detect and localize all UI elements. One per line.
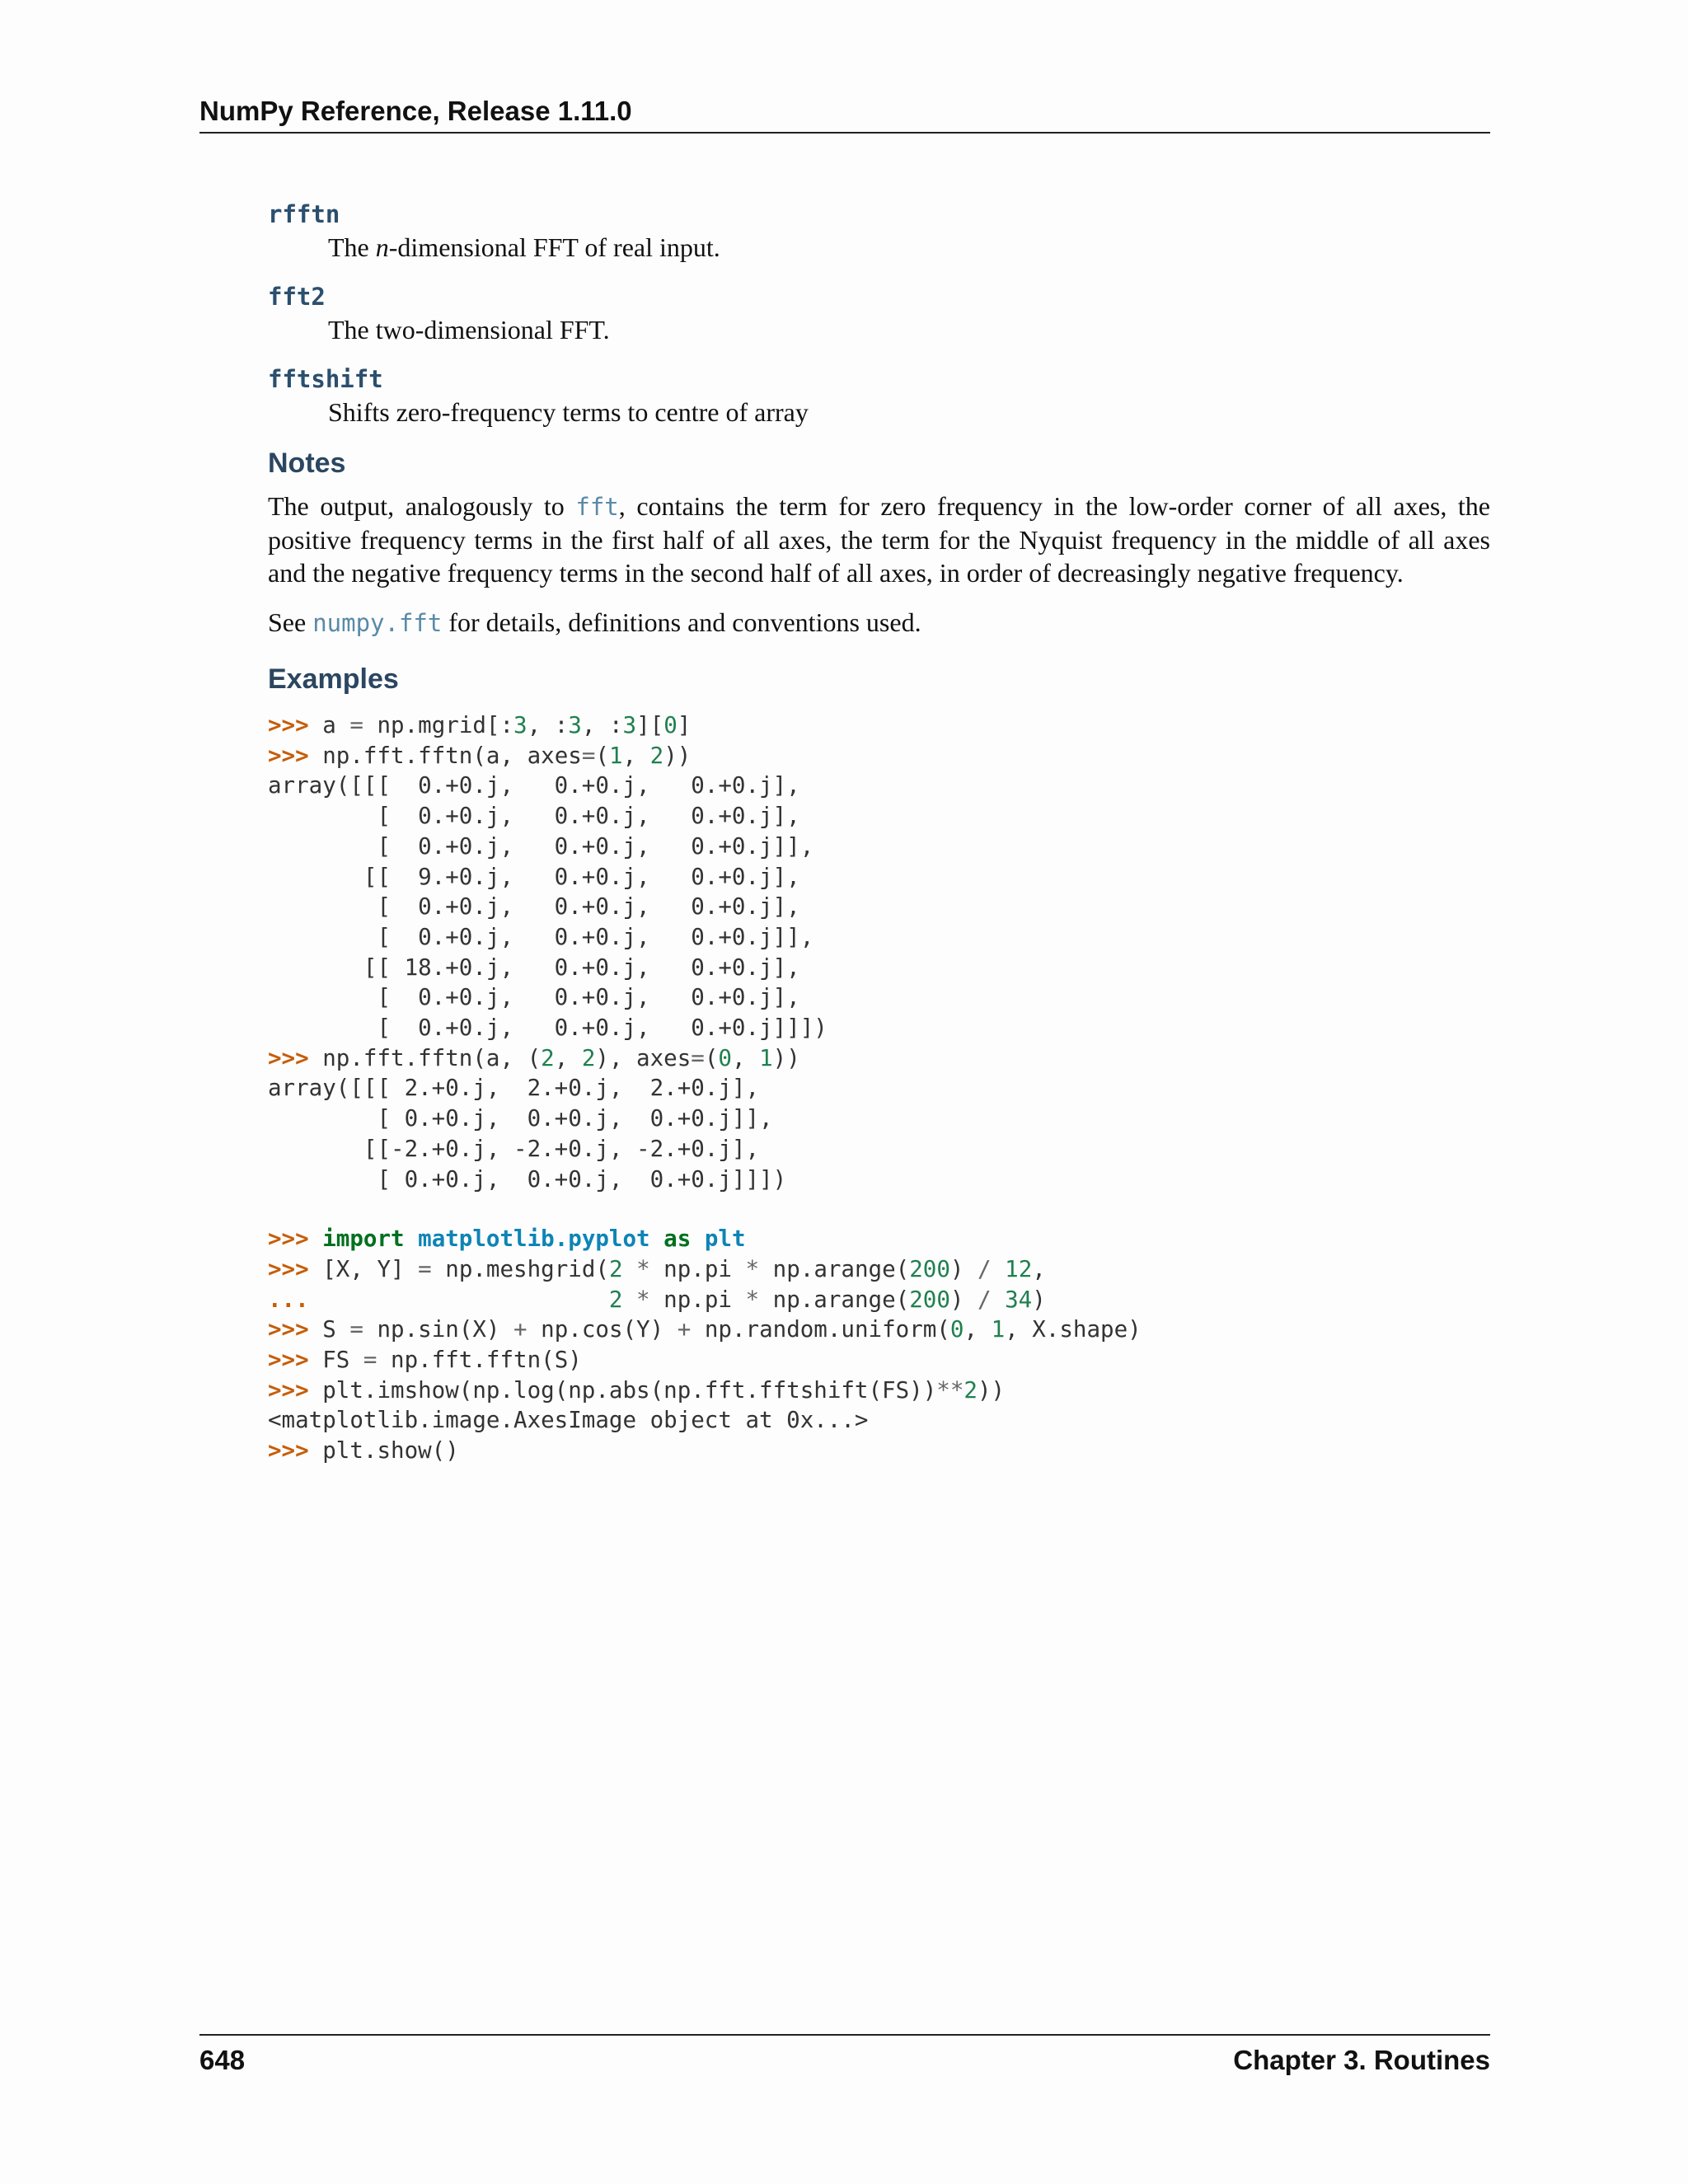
code-token: , :: [581, 712, 623, 738]
code-token: /: [978, 1255, 992, 1282]
code-prompt: >>>: [268, 1226, 323, 1253]
code-token: np.pi: [649, 1255, 746, 1282]
code-prompt: >>>: [268, 1044, 323, 1071]
code-token: ), axes: [595, 1044, 692, 1071]
code-token: **: [936, 1376, 964, 1404]
code-token: [650, 1226, 664, 1252]
code-token: *: [745, 1286, 760, 1313]
code-token: np.random.uniform(: [691, 1316, 950, 1343]
code-token: +: [677, 1316, 692, 1343]
code-prompt: ...: [268, 1286, 323, 1313]
code-prompt: >>>: [268, 1316, 323, 1343]
code-token: [992, 1286, 1006, 1313]
code-token: 3: [568, 712, 582, 738]
code-token: 34: [1005, 1286, 1033, 1313]
code-token: =: [349, 1316, 363, 1343]
page-footer: [199, 2034, 1490, 2077]
code-token: 0: [950, 1316, 964, 1343]
see-also-item: [268, 280, 1490, 346]
page-header: [199, 92, 1490, 134]
code-token: (: [704, 1044, 719, 1071]
code-token: )): [977, 1376, 1006, 1404]
see-also-link-fft2[interactable]: fft2: [268, 283, 326, 311]
code-line: [268, 922, 1490, 953]
see-also-link-rfftn[interactable]: rfftn: [268, 200, 340, 228]
running-header-title: NumPy Reference, Release 1.11.0: [199, 96, 632, 126]
code-token: ,: [964, 1316, 992, 1343]
code-token: *: [636, 1255, 650, 1282]
code-line: [268, 801, 1490, 832]
code-token: /: [978, 1286, 992, 1313]
code-token: [623, 1256, 637, 1282]
code-token: import: [322, 1226, 405, 1253]
code-token: [322, 1286, 609, 1313]
page-number: 648: [199, 2045, 246, 2075]
notes-paragraph: The output, analogously to fft, contains the term for zero frequency in the low-order corner of all axes, the positive frequency terms in the first half of all axes, the term for the Nyquist frequency in the middle of all axes and the negative frequency terms in the second half of all axes, in order of decreasingly negative frequency.: [268, 491, 1490, 588]
code-token: 1: [759, 1044, 773, 1071]
code-token: ][: [636, 712, 664, 738]
code-line: [268, 1104, 1490, 1134]
code-token: <matplotlib.image.AxesImage object at 0x...>: [268, 1407, 869, 1434]
see-also-item: [268, 363, 1490, 429]
code-line: [268, 1315, 1490, 1345]
code-token: 200: [909, 1255, 950, 1282]
code-token: [ 0.+0.j, 0.+0.j, 0.+0.j]],: [268, 832, 814, 860]
see-also-desc: The two-dimensional FFT.: [328, 315, 610, 344]
code-token: 0: [663, 712, 678, 738]
examples-heading: Examples: [268, 663, 399, 695]
code-token: [ 0.+0.j, 0.+0.j, 0.+0.j],: [268, 984, 800, 1011]
code-token: np.meshgrid(: [431, 1255, 609, 1282]
code-token: *: [636, 1286, 650, 1313]
code-line: [268, 1436, 1490, 1466]
code-token: 200: [909, 1286, 950, 1313]
code-token: np.mgrid[:: [363, 712, 514, 738]
code-token: [405, 1226, 419, 1252]
code-line: [268, 1254, 1490, 1285]
code-token: 2: [608, 1255, 623, 1282]
code-prompt: >>>: [268, 1376, 323, 1404]
code-token: 3: [622, 712, 637, 738]
code-line: [268, 953, 1490, 983]
code-token: np.arange(: [759, 1286, 910, 1313]
code-line: [268, 982, 1490, 1013]
see-also-desc: Shifts zero-frequency terms to centre of array: [328, 397, 809, 427]
code-line: [268, 771, 1490, 801]
code-token: 1: [608, 742, 623, 769]
code-token: S: [322, 1316, 350, 1343]
code-line: [268, 892, 1490, 922]
code-token: (: [595, 742, 609, 769]
code-token: plt.imshow(np.log(np.abs(np.fft.fftshift(FS)): [322, 1376, 937, 1404]
code-token: [622, 1286, 636, 1313]
code-token: [[ 9.+0.j, 0.+0.j, 0.+0.j],: [268, 863, 800, 890]
code-token: plt.show(): [322, 1437, 459, 1465]
code-line: [268, 1405, 1490, 1436]
code-line: [268, 1224, 1490, 1254]
code-token: [[ 18.+0.j, 0.+0.j, 0.+0.j],: [268, 954, 800, 981]
notes-see-paragraph: See numpy.fft for details, definitions and conventions used.: [268, 607, 921, 637]
code-token: np.cos(Y): [527, 1316, 678, 1343]
code-token: FS: [322, 1347, 363, 1374]
see-also-desc: The n-dimensional FFT of real input.: [328, 232, 720, 262]
code-line: [268, 741, 1490, 771]
page-content: [268, 198, 1490, 1466]
code-token: )): [663, 742, 692, 769]
code-token: 2: [608, 1286, 623, 1313]
code-token: np.fft.fftn(S): [377, 1347, 582, 1374]
code-token: array([[[ 0.+0.j, 0.+0.j, 0.+0.j],: [268, 772, 800, 799]
code-token: =: [691, 1044, 705, 1071]
code-token: as: [663, 1226, 692, 1253]
code-token: [ 0.+0.j, 0.+0.j, 0.+0.j]],: [268, 1105, 773, 1132]
code-token: [ 0.+0.j, 0.+0.j, 0.+0.j],: [268, 893, 800, 921]
code-token: +: [513, 1316, 528, 1343]
code-token: ,: [622, 742, 650, 769]
code-token: [ 0.+0.j, 0.+0.j, 0.+0.j]]]): [268, 1015, 828, 1042]
code-line: [268, 1013, 1490, 1043]
code-token: 2: [649, 742, 664, 769]
code-line: [268, 1285, 1490, 1315]
code-line: [268, 1376, 1490, 1406]
code-prompt: >>>: [268, 1437, 323, 1465]
notes-heading: Notes: [268, 448, 346, 479]
code-token: 12: [1005, 1255, 1033, 1282]
code-line: [268, 1165, 1490, 1195]
code-token: ): [1032, 1286, 1046, 1313]
code-prompt: >>>: [268, 742, 323, 769]
code-token: np.sin(X): [363, 1316, 514, 1343]
code-token: ,: [554, 1044, 582, 1071]
code-token: 2: [581, 1044, 596, 1071]
see-also-link-fftshift[interactable]: fftshift: [268, 365, 383, 393]
code-token: 2: [541, 1044, 555, 1071]
code-token: =: [363, 1347, 377, 1374]
code-block-plot: [268, 1224, 1490, 1466]
chapter-title: Chapter 3. Routines: [1233, 2045, 1490, 2075]
code-line: [268, 1134, 1490, 1165]
see-also-item: [268, 198, 1490, 264]
code-prompt: >>>: [268, 712, 323, 738]
code-token: plt: [704, 1226, 746, 1253]
code-token: ]: [677, 712, 692, 738]
code-token: ,: [1032, 1255, 1046, 1282]
code-token: )): [772, 1044, 800, 1071]
code-token: array([[[ 2.+0.j, 2.+0.j, 2.+0.j],: [268, 1075, 760, 1102]
code-token: a: [322, 712, 350, 738]
code-prompt: >>>: [268, 1347, 323, 1374]
code-token: =: [349, 712, 363, 738]
code-token: =: [418, 1255, 432, 1282]
code-token: =: [581, 742, 596, 769]
code-token: [ 0.+0.j, 0.+0.j, 0.+0.j]]]): [268, 1165, 787, 1193]
code-line: [268, 710, 1490, 741]
code-token: np.arange(: [759, 1255, 910, 1282]
code-token: *: [745, 1255, 760, 1282]
code-token: np.fft.fftn(a, (: [322, 1044, 542, 1071]
code-token: 3: [513, 712, 528, 738]
code-line: [268, 1043, 1490, 1074]
code-token: [ 0.+0.j, 0.+0.j, 0.+0.j],: [268, 803, 800, 830]
code-line: [268, 862, 1490, 893]
code-token: 1: [991, 1316, 1006, 1343]
code-token: , :: [527, 712, 569, 738]
code-line: [268, 1073, 1490, 1104]
code-line: [268, 1345, 1490, 1376]
code-block-fftn: [268, 710, 1490, 1194]
code-token: , X.shape): [1005, 1316, 1142, 1343]
code-token: ): [950, 1286, 978, 1313]
code-token: [ 0.+0.j, 0.+0.j, 0.+0.j]],: [268, 923, 814, 950]
code-token: matplotlib.pyplot: [418, 1226, 650, 1253]
numpy-fft-link[interactable]: numpy.fft: [312, 609, 443, 637]
code-prompt: >>>: [268, 1255, 323, 1282]
fft-link[interactable]: fft: [575, 493, 619, 521]
code-token: np.pi: [649, 1286, 746, 1313]
code-token: ): [950, 1255, 978, 1282]
code-token: np.fft.fftn(a, axes: [322, 742, 582, 769]
see-also-list: [268, 198, 1490, 429]
code-line: [268, 832, 1490, 862]
code-token: 2: [964, 1376, 978, 1404]
code-token: 0: [718, 1044, 732, 1071]
code-token: [992, 1256, 1006, 1282]
code-token: [[-2.+0.j, -2.+0.j, -2.+0.j],: [268, 1135, 760, 1162]
code-token: [X, Y]: [322, 1255, 419, 1282]
code-token: ,: [731, 1044, 760, 1071]
code-token: [691, 1226, 705, 1252]
